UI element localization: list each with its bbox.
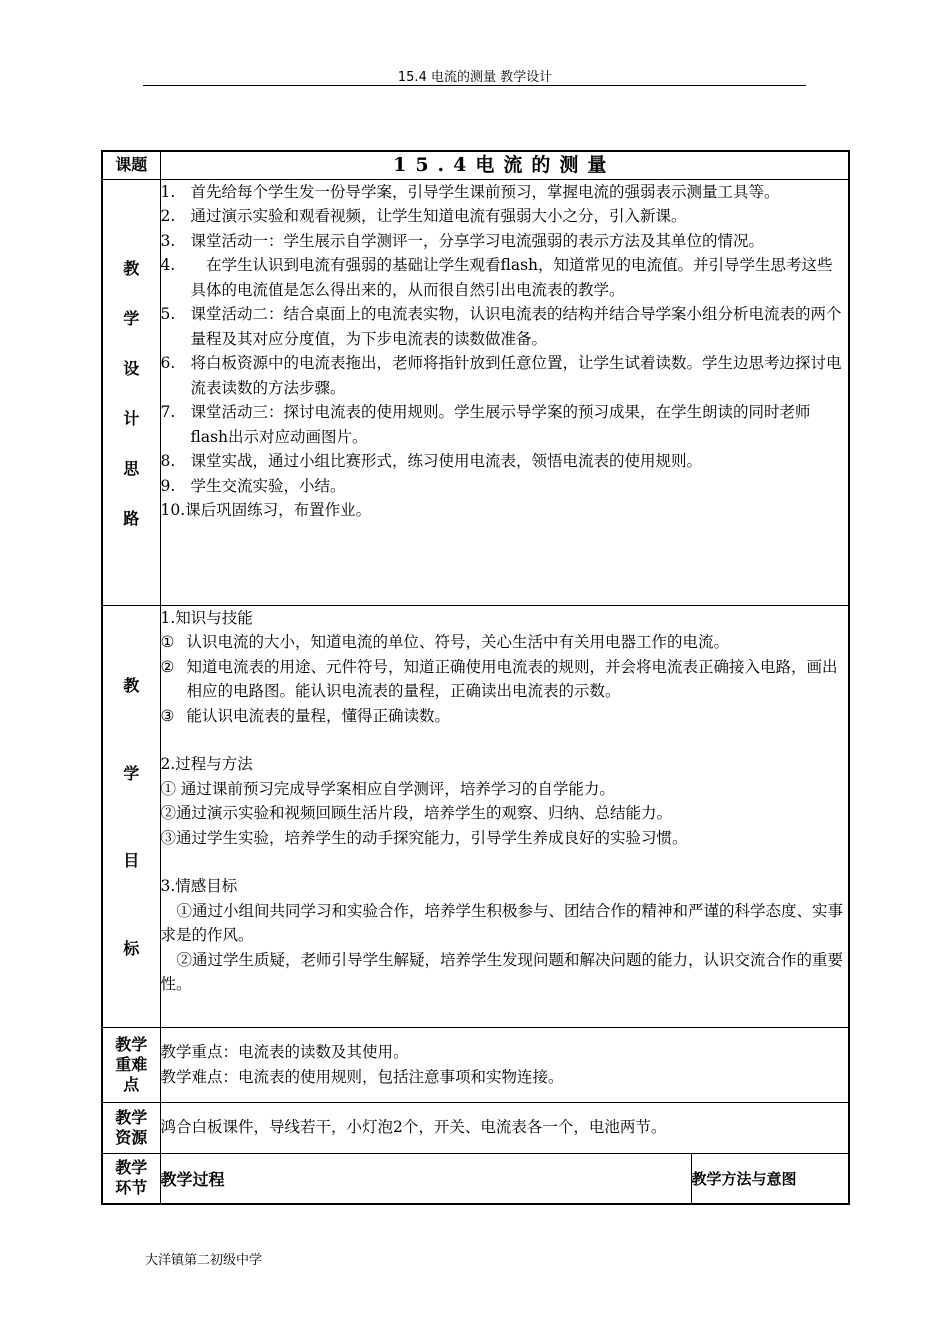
list-item: 4. 在学生认识到电流有强弱的基础让学生观看flash，知道常见的电流值。并引导学生思考这些具体的电流值是怎么得出来的，从而很自然引出电流表的教学。: [160, 256, 833, 299]
list-item: 5. 课堂活动二：结合桌面上的电流表实物，认识电流表的结构并结合导学案小组分析电流表的两个量程及其对应分度值，为下步电流表的读数做准备。: [160, 305, 842, 348]
list-item: 1. 首先给每个学生发一份导学案，引导学生课前预习，掌握电流的强弱表示测量工具等。: [160, 182, 780, 201]
design-label-char: 思: [123, 458, 140, 478]
list-item: ③通过学生实验，培养学生的动手探究能力，引导学生养成良好的实验习惯。: [160, 828, 688, 847]
list-item: ① 认识电流的大小，知道电流的单位、符号，关心生活中有关用电器工作的电流。: [160, 633, 730, 651]
design-label: [102, 179, 160, 605]
method-col-header: 教学方法与意图: [691, 1153, 849, 1204]
process-col-header: 教学过程: [160, 1153, 691, 1204]
key-points-content: [160, 1027, 849, 1102]
list-item: 9. 学生交流实验，小结。: [160, 476, 346, 495]
list-item: ① 通过课前预习完成导学案相应自学测评，培养学习的自学能力。: [160, 779, 615, 798]
topic-value: 15.4电流的测量: [160, 151, 849, 179]
page-footer-school: 大洋镇第二初级中学: [145, 1253, 263, 1268]
section-title: 1.知识与技能: [160, 608, 253, 627]
section-title: 3.情感目标: [160, 877, 238, 895]
design-label-char: 计: [123, 408, 140, 428]
section-title: 2.过程与方法: [160, 755, 253, 773]
design-row: [102, 179, 849, 605]
list-item: ②通过学生质疑，老师引导学生解疑，培养学生发现问题和解决问题的能力，认识交流合作的重要性。: [160, 950, 844, 993]
list-item: ③ 能认识电流表的量程，懂得正确读数。: [160, 706, 451, 725]
goals-row: [102, 605, 849, 1027]
topic-row: [102, 151, 849, 179]
resources-content: 鸿合白板课件，导线若干，小灯泡2个，开关、电流表各一个，电池两节。: [160, 1102, 849, 1153]
design-label-char: 设: [123, 358, 140, 378]
page-header-title: 15.4 电流的测量 教学设计: [397, 70, 553, 85]
list-item: 6. 将白板资源中的电流表拖出，老师将指针放到任意位置，让学生试着读数。学生边思考边探讨电流表读数的方法步骤。: [160, 354, 842, 397]
list-item: ②通过演示实验和视频回顾生活片段，培养学生的观察、归纳、总结能力。: [160, 804, 673, 822]
list-item: ② 知道电流表的用途、元件符号，知道正确使用电流表的规则，并会将电流表正确接入电路，画出相应的电路图。能认识电流表的量程，正确读出电流表的示数。: [160, 657, 838, 700]
lesson-plan-table: [101, 150, 850, 1205]
goals-label-char: 标: [123, 938, 140, 958]
header-divider: [143, 85, 806, 86]
topic-label: 课题: [102, 151, 160, 179]
goals-label-char: 目: [123, 851, 140, 871]
design-content: [160, 179, 849, 605]
key-difficulty: 教学难点：电流表的使用规则，包括注意事项和实物连接。: [160, 1067, 564, 1086]
goals-label-char: 教: [123, 676, 140, 696]
design-label-char: 教: [123, 258, 140, 278]
key-points-label: 教学 重难 点: [102, 1027, 160, 1102]
key-points-row: [102, 1027, 849, 1102]
list-item: 3. 课堂活动一：学生展示自学测评一，分享学习电流强弱的表示方法及其单位的情况。: [160, 231, 765, 250]
design-label-char: 学: [123, 308, 140, 328]
process-label: 教学 环节: [102, 1153, 160, 1204]
design-label-char: 路: [123, 508, 140, 528]
list-item: 10.课后巩固练习，布置作业。: [160, 501, 372, 519]
goals-label-char: 学: [123, 763, 140, 783]
resources-label: 教学 资源: [102, 1102, 160, 1153]
resources-row: [102, 1102, 849, 1153]
goals-content: [160, 605, 849, 1027]
list-item: 8. 课堂实战，通过小组比赛形式，练习使用电流表，领悟电流表的使用规则。: [160, 452, 703, 470]
goals-label: [102, 605, 160, 1027]
list-item: ①通过小组间共同学习和实验合作，培养学生积极参与、团结合作的精神和严谨的科学态度、实事求是的作风。: [160, 901, 844, 944]
process-row: [102, 1153, 849, 1204]
list-item: 2. 通过演示实验和观看视频，让学生知道电流有强弱大小之分，引入新课。: [160, 207, 687, 225]
key-focus: 教学重点：电流表的读数及其使用。: [160, 1043, 409, 1061]
list-item: 7. 课堂活动三：探讨电流表的使用规则。学生展示导学案的预习成果，在学生朗读的同时老师flash出示对应动画图片。: [160, 403, 811, 446]
